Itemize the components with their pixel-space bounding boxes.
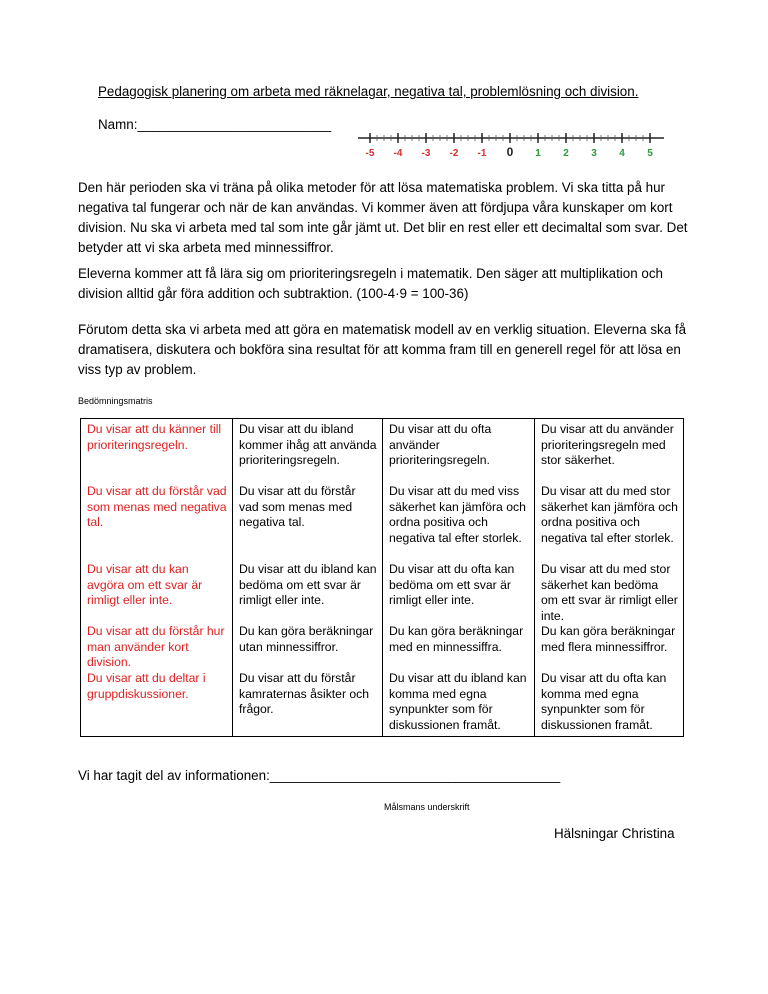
level3-reasonable-answer: Du visar att du med stor säkerhet kan bedöma om ett svar är rimligt eller inte. xyxy=(541,562,678,623)
number-line-label: -5 xyxy=(365,148,375,159)
number-line-label: -4 xyxy=(393,148,403,159)
criterion-short-division: Du visar att du förstår hur man använder kort division. xyxy=(87,624,225,670)
level1-negative-numbers: Du visar att du förstår vad som menas med negativa tal. xyxy=(239,484,356,530)
level2-priority-rule: Du visar att du ofta använder prioriteringsregeln. xyxy=(389,422,492,468)
page-title: Pedagogisk planering om arbeta med räknelagar, negativa tal, problemlösning och division. xyxy=(98,84,639,99)
level1-reasonable-answer: Du visar att du ibland kan bedöma om ett svar är rimligt eller inte. xyxy=(239,562,377,608)
criterion-group-discussion: Du visar att du deltar i gruppdiskussioner. xyxy=(87,671,206,701)
number-line-label: -3 xyxy=(421,148,431,159)
number-line-label: 4 xyxy=(619,148,625,159)
level2-negative-numbers: Du visar att du med viss säkerhet kan jämföra och ordna positiva och negativa tal efter storlek. xyxy=(389,484,526,545)
number-line-graphic xyxy=(356,133,672,161)
criterion-negative-numbers: Du visar att du förstår vad som menas med negativa tal. xyxy=(87,484,227,530)
number-line-label: 0 xyxy=(506,145,514,159)
matrix-caption: Bedömningsmatris xyxy=(78,396,153,406)
matrix-column-level-3 xyxy=(535,419,684,737)
signature-line: Vi har tagit del av informationen:_______________________________________ xyxy=(78,768,561,783)
level3-negative-numbers: Du visar att du med stor säkerhet kan jämföra och ordna positiva och negativa tal efter storlek. xyxy=(541,484,678,545)
greeting: Hälsningar Christina xyxy=(554,826,675,841)
name-field-label: Namn:__________________________ xyxy=(98,117,332,132)
level3-short-division: Du kan göra beräkningar med flera minnessiffror. xyxy=(541,624,676,654)
level2-group-discussion: Du visar att du ibland kan komma med egna synpunkter som för diskussionen framåt. xyxy=(389,671,527,732)
paragraph-priority-rule: Eleverna kommer att få lära sig om prioriteringsregeln i matematik. Den säger att multiplikation och division alltid går föra addition och subtraktion. (100-4·9 = 100-36) xyxy=(78,266,663,301)
number-line-label: 5 xyxy=(647,148,653,159)
level1-short-division: Du kan göra beräkningar utan minnessiffror. xyxy=(239,624,374,654)
level2-reasonable-answer: Du visar att du ofta kan bedöma om ett svar är rimligt eller inte. xyxy=(389,562,515,608)
number-line-label: -1 xyxy=(477,148,487,159)
number-line-label: -2 xyxy=(449,148,459,159)
number-line-label: 2 xyxy=(563,148,569,159)
matrix-column-criteria xyxy=(81,419,233,737)
level2-short-division: Du kan göra beräkningar med en minnessiffra. xyxy=(389,624,524,654)
criterion-priority-rule: Du visar att du känner till prioriteringsregeln. xyxy=(87,422,222,452)
paragraph-model: Förutom detta ska vi arbeta med att göra en matematisk modell av en verklig situation. Eleverna ska få dramatisera, diskutera och bokföra sina resultat för att komma fram till en generell regel för att lösa en viss typ av problem. xyxy=(78,322,687,377)
level3-priority-rule: Du visar att du använder prioriteringsregeln med stor säkerhet. xyxy=(541,422,674,468)
level3-group-discussion: Du visar att du ofta kan komma med egna synpunkter som för diskussionen framåt. xyxy=(541,671,667,732)
level1-group-discussion: Du visar att du förstår kamraternas åsikter och frågor. xyxy=(239,671,370,717)
assessment-matrix xyxy=(80,418,684,737)
paragraph-intro: Den här perioden ska vi träna på olika metoder för att lösa matematiska problem. Vi ska titta på hur negativa tal fungerar och när de kan användas. Vi kommer även att fördjupa våra kunskaper om kort division. Nu ska vi arbeta med tal som inte går jämt ut. Det blir en rest eller ett decimaltal som svar. Det betyder att vi ska arbeta med minnessiffror. xyxy=(78,180,688,255)
signature-caption: Målsmans underskrift xyxy=(384,802,470,812)
criterion-reasonable-answer: Du visar att du kan avgöra om ett svar är rimligt eller inte. xyxy=(87,562,203,608)
level1-priority-rule: Du visar att du ibland kommer ihåg att använda prioriteringsregeln. xyxy=(239,422,377,468)
matrix-column-level-2 xyxy=(383,419,535,737)
number-line-label: 1 xyxy=(535,148,541,159)
matrix-column-level-1 xyxy=(233,419,383,737)
number-line-label: 3 xyxy=(591,148,597,159)
